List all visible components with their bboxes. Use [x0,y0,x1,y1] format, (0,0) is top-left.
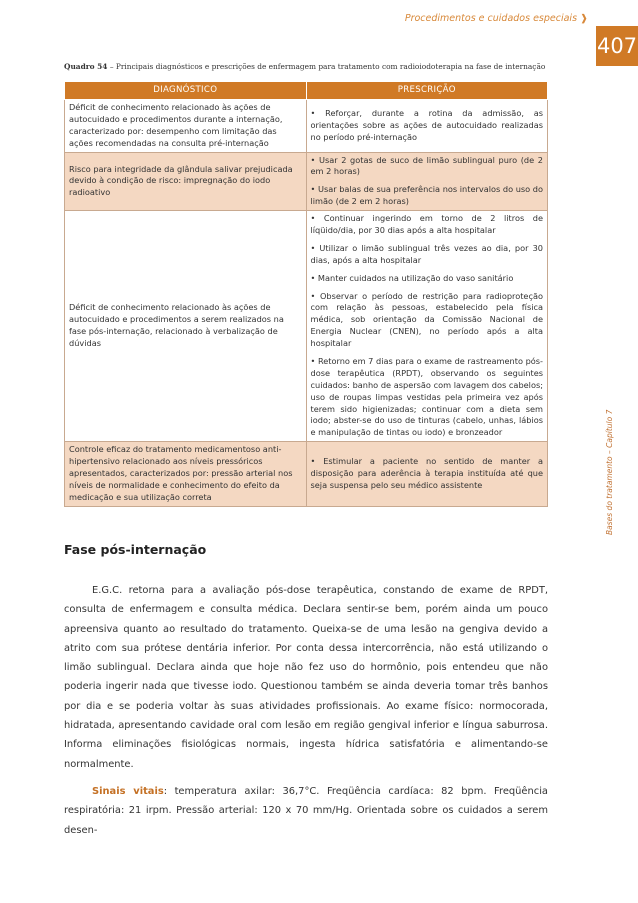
running-header [405,13,588,24]
table-row [65,211,548,442]
prescription-item: • Continuar ingerindo em torno de 2 litros de líqüido/dia, por 30 dias após a alta hospitalar [310,213,543,236]
table-row [65,152,548,211]
paragraph [64,782,548,840]
caption-label: Quadro 54 [64,62,108,71]
prescription-item: • Usar balas de sua preferência nos intervalos do uso do limão (de 2 em 2 horas) [310,184,543,207]
diagnosis-prescription-table [64,81,548,507]
prescription-cell [306,152,548,211]
table-caption [64,62,564,71]
diagnosis-cell: Déficit de conhecimento relacionado às ações de autocuidado e procedimentos a serem realizados na fase pós-internação, relacionado à verbalização de dúvidas [65,211,307,442]
side-chapter-label: Bases do tratamento – Capítulo 7 [605,409,614,535]
running-title: Procedimentos e cuidados especiais [404,13,578,24]
prescription-item: • Manter cuidados na utilização do vaso sanitário [310,272,514,283]
section-title: Fase pós-internação [64,542,207,557]
col-header-prescription: PRESCRIÇÃO [306,82,548,100]
diagnosis-cell: Controle eficaz do tratamento medicamentoso anti-hipertensivo relacionado aos níveis pressóricos apresentados, caracterizados por: pressão arterial nos níveis de normalidade e conhecimento do efeito da medicação e sua utilização correta [65,442,307,506]
vital-signs-lead: Sinais vitais [92,785,164,797]
prescription-item: • Utilizar o limão sublingual três vezes ao dia, por 30 dias, após a alta hospitalar [310,242,543,265]
prescription-item: • Usar 2 gotas de suco de limão sublingual puro (de 2 em 2 horas) [310,154,543,177]
page-number: 407 [596,26,638,66]
chevron-right-icon: ❱ [580,13,588,24]
table-row [65,100,548,153]
prescription-item: • Estimular a paciente no sentido de manter a disposição para aderência à terapia instituída até que seja suspensa pelo seu médico assistente [310,456,543,490]
caption-text: – Principais diagnósticos e prescrições de enfermagem para tratamento com radioiodoterapia na fase de internação [109,62,546,71]
paragraph: E.G.C. retorna para a avaliação pós-dose terapêutica, constando de exame de RPDT, consulta de enfermagem e consulta médica. Declara sentir-se bem, porém ainda um pouco apreensiva quanto ao resultado do tratamento. Queixa-se de uma lesão na gengiva devido a atrito com sua prótese dentária inferior. Por conta dessa intercorrência, não está utilizando o limão sublingual. Declara ainda que hoje não fez uso do hormônio, pois entendeu que não poderia ingerir nada que tivesse iodo. Questionou também se ainda deveria tomar três banhos por dia e se poderia voltar às suas atividades profissionais. Ao exame físico: normocorada, hidratada, apresentando cavidade oral com lesão em região gengival inferior e língua saburrosa. Informa eliminações fisiológicas normais, ingesta hídrica satisfatória e alimentando-se normalmente. [64,585,548,770]
prescription-cell [306,100,548,153]
prescription-item: • Reforçar, durante a rotina da admissão, as orientações sobre as ações de autocuidado realizadas no período pré-internação [310,107,543,142]
prescription-cell [306,442,548,506]
body-text [64,581,548,840]
prescription-item: • Observar o período de restrição para radioproteção com relação às pessoas, estabelecido pela física médica, sob orientação da Comissão Nacional de Energia Nuclear (CNEN), no período após a alta hospitalar [310,290,543,349]
vital-signs-text: : temperatura axilar: 36,7°C. Freqüência cardíaca: 82 bpm. Freqüência respiratória: 21 irpm. Pressão arterial: 120 x 70 mm/Hg. Orientada sobre os cuidados a serem desen- [64,785,548,836]
prescription-cell [306,211,548,442]
diagnosis-cell: Déficit de conhecimento relacionado às ações de autocuidado e procedimentos durante a internação, caracterizado por: desempenho com limitação das ações recomendadas na consulta pré-internação [65,100,307,153]
table-row [65,442,548,506]
prescription-item: • Retorno em 7 dias para o exame de rastreamento pós-dose terapêutica (RPDT), observando os seguintes cuidados: banho de aspersão com lavagem dos cabelos; uso de roupas limpas vestidas pela primeira vez após terem sido higienizadas; continuar com a dieta sem iodo; abster-se do uso de tinturas (cabelo, unhas, lábios e manipulação de tintas ou iodo) e bronzeador [310,356,543,438]
diagnosis-cell: Risco para integridade da glândula salivar prejudicada devido à condição de risco: impregnação do iodo radioativo [65,152,307,211]
table-header-row [65,82,548,100]
col-header-diagnosis: DIAGNÓSTICO [65,82,307,100]
